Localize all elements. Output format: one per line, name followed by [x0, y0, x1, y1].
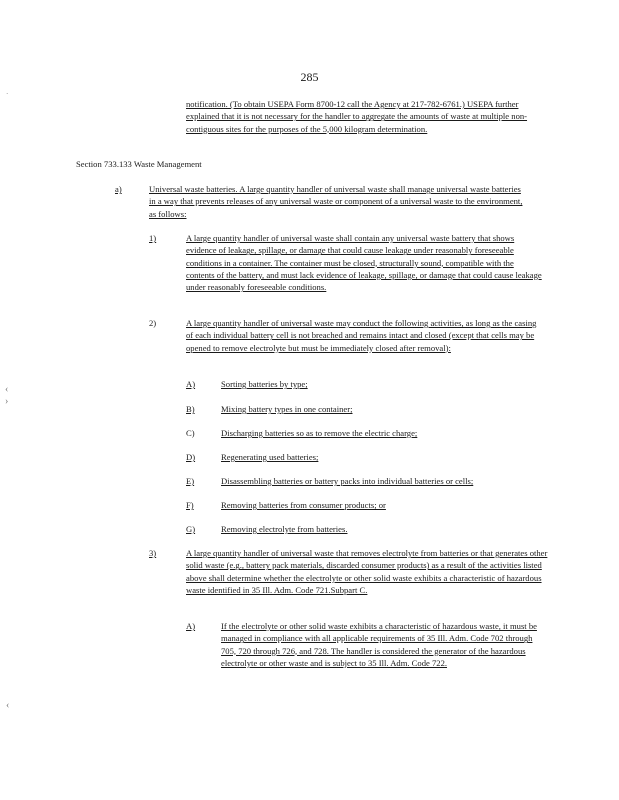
- activity-label: D): [186, 452, 196, 462]
- activity-text: Mixing battery types in one container;: [221, 404, 353, 414]
- activity-text: Disassembling batteries or battery packs into individual batteries or cells;: [221, 476, 474, 486]
- activity-text: Removing electrolyte from batteries.: [221, 524, 348, 534]
- subsection-a-label: a): [115, 184, 122, 194]
- activity-label: E): [186, 476, 195, 486]
- activity-text: Sorting batteries by type;: [221, 379, 308, 389]
- item-3A-text: If the electrolyte or other solid waste exhibits a characteristic of hazardous waste, it must be managed in compliance with all applicable requirements of 35 Ill. Adm. Code 702 through 705, 720 through 726, and 728. The handler is considered the generator of the hazardous electrolyte or other waste and is subject to 35 Ill. Adm. Code 722.: [221, 621, 537, 668]
- item-1-text: A large quantity handler of universal waste shall contain any universal waste battery that shows evidence of leakage, spillage, or damage that could cause leakage under reasonably foreseeable conditions in a container. The container must be closed, structurally sound, compatible with the contents of the battery, and must lack evidence of leakage, spillage, or damage that could cause leakage under reasonably foreseeable conditions.: [186, 233, 542, 293]
- margin-mark-left: ·: [6, 90, 9, 98]
- activity-label: C): [186, 428, 195, 438]
- activity-label: B): [186, 404, 195, 414]
- item-2-text: A large quantity handler of universal waste may conduct the following activities, as long as the casing of each individual battery cell is not breached and remains intact and closed (except that cells may be opened to remove electrolyte but must be immediately closed after removal):: [186, 318, 537, 353]
- item-3A-label: A): [186, 621, 196, 631]
- margin-mark-left: ‹: [6, 700, 10, 711]
- subsection-a-body: Universal waste batteries. A large quantity handler of universal waste shall manage universal waste batteries in a way that prevents releases of any universal waste or component of a universal waste to the environment, as follows:: [149, 184, 523, 219]
- activity-label: G): [186, 524, 196, 534]
- activity-text: Discharging batteries so as to remove the electric charge;: [221, 428, 418, 438]
- subsection-a-text: [149, 183, 523, 220]
- intro-paragraph: notification. (To obtain USEPA Form 8700-12 call the Agency at 217-782-6761.) USEPA further explained that it is not necessary for the handler to aggregate the amounts of waste at multiple non-contiguous sites for the purposes of the 5,000 kilogram determination.: [186, 99, 528, 134]
- item-2-label: 2): [149, 318, 157, 328]
- item-3-label: 3): [149, 548, 157, 558]
- page-number: 285: [300, 70, 319, 84]
- activity-label: F): [186, 500, 194, 510]
- section-heading: Section 733.133 Waste Management: [76, 159, 202, 169]
- activity-text: Regenerating used batteries;: [221, 452, 319, 462]
- item-3-text: A large quantity handler of universal waste that removes electrolyte from batteries or that generates other solid waste (e.g., battery pack materials, discarded consumer products) as a result of the activities listed above shall determine whether the electrolyte or other solid waste exhibits a characteristic of hazardous waste identified in 35 Ill. Adm. Code 721.Subpart C.: [186, 548, 548, 595]
- item-1-label: 1): [149, 233, 157, 243]
- margin-mark-left: ‹: [5, 384, 9, 395]
- margin-mark-left: ›: [5, 396, 9, 407]
- activity-label: A): [186, 379, 196, 389]
- activity-text: Removing batteries from consumer products; or: [221, 500, 386, 510]
